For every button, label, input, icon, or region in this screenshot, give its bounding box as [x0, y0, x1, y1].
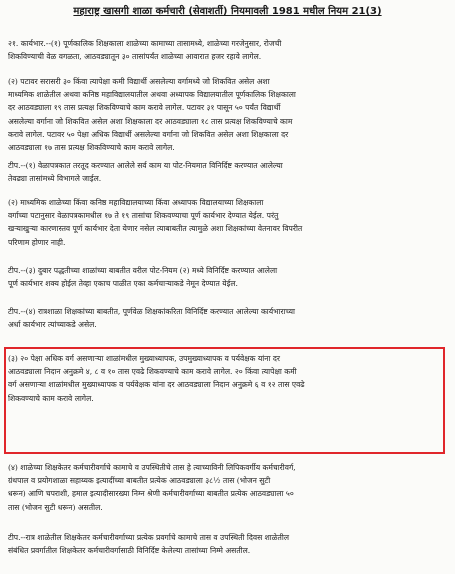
text-line: तास (भोजन सुटी धरून) असतील.	[8, 502, 103, 512]
text-line: टीप.--(१) वेळापत्रकात तरतूद करण्यात आलेले सर्व काम या पोट-नियमात विनिर्दिष्ट करण्यात आलेल्या	[8, 161, 283, 170]
text-line: खऱ्याखुऱ्या कारणास्तव पूर्ण कार्यभार देता येणार नसेल त्याबाबतीत त्यामुळे अशा शिक्षकांच्या वेतनावर विपरीत	[8, 224, 303, 234]
text-line: असलेल्या वर्गाना जो शिकवित असेल अशा शिक्षकाला दर आठवड्याला १८ तास प्रत्यक्ष शिकविण्याचे काम	[8, 116, 293, 126]
note-2	[8, 196, 448, 249]
text-line: टीप.--रात्र शाळेतील शिक्षकेतर कर्मचारीवर्गाच्या प्रत्येक प्रवर्गाचे कामाचे तास व उपस्थिती दिवस शाळेतील	[8, 533, 289, 542]
note-1	[8, 159, 448, 185]
text-line: ग्रंथपाल व प्रयोगशाळा सहाय्यक इत्यादींच्या बाबतीत प्रत्येक आठवड्याला ३८½ तास (भोजन सुटी	[8, 476, 271, 486]
text-line: संबंधित प्रवर्गातील शिक्षकेतर कर्मचारीवर्गासाठी विनिर्दिष्ट केलेल्या तासांच्या निम्मे असतील.	[8, 546, 251, 556]
paragraph-rule-21-4	[8, 461, 448, 514]
text-line: (२) पटावर सरासरी ३० किंवा त्यापेक्षा कमी विद्यार्थी असलेल्या वर्गामध्ये जो शिकवित असेल अशा	[8, 77, 270, 86]
paragraph-rule-21-2	[8, 75, 448, 154]
note-4	[8, 305, 448, 331]
text-line: पूर्ण कार्यभार शक्य होईल तेव्हा एकाच पाळीत एका कर्मचाऱ्याकडे नेमून देण्यात येईल.	[8, 279, 238, 289]
text-line: टीप.--(३) दुबार पद्धतीच्या शाळांच्या बाबतीत वरील पोट-नियम (२) मध्ये विनिर्दिष्ट करण्यात आलेला	[8, 266, 278, 275]
highlight-box	[4, 347, 445, 454]
text-line: आठवड्याला १७ तास प्रत्यक्ष शिकविण्याचे काम करावे लागेल.	[8, 143, 175, 153]
text-line: वर्ग असणाऱ्या शाळांमधील मुख्याध्यापक व पर्यवेक्षक यांना दर आठवड्याला निदान अनुक्रमे ६ व १२ तास एवढे	[8, 380, 305, 390]
text-line: टीप.--(४) रात्रशाळा शिक्षकांच्या बाबतीत, पूर्णवेळ शिक्षकांकरिता विनिर्दिष्ट करण्यात आलेल्या कार्यभाराच्या	[8, 307, 295, 316]
text-line: शिकविण्याची वेळ वगळता, आठवड्यातून ३० तासांपर्यंत शाळेच्या आवारात हजर रहावे लागेल.	[8, 52, 262, 62]
text-line: माध्यमिक शाळेतील अथवा कनिष्ठ महाविद्यालयातील अथवा अध्यापक विद्यालयातील पूर्णकालिक शिक्षकाला	[8, 90, 296, 100]
text-line: परिणाम होणार नाही.	[8, 237, 66, 247]
text-line: शिकवण्याचे काम करावे लागेल.	[8, 393, 94, 403]
text-line: वर्गाच्या पटानुसार वेळापत्रकामधील १७ ते १९ तासांचा शिकवण्याचा पूर्ण कार्यभार देण्यात येईल. परंतु	[8, 211, 279, 221]
text-line: (३) २० पेक्षा अधिक वर्ग असणाऱ्या शाळांमधील मुख्याध्यापक, उपमुख्याध्यापक व पर्यवेक्षक यांना दर	[8, 354, 281, 363]
text-line: धरून) आणि चपराशी, हमाल इत्यादीसारख्या निम्न श्रेणी कर्मचारीवर्गाच्या बाबतीत प्रत्येक आठवड्याला ५०	[8, 489, 294, 499]
paragraph-rule-21-1	[8, 37, 448, 63]
page-title: महाराष्ट्र खासगी शाळा कर्मचारी (सेवाशर्ती) नियमावली 1981 मधील नियम 21(3)	[73, 6, 382, 17]
text-line: तेवढ्या तासांमध्ये विभागले जाईल.	[8, 174, 102, 184]
text-line: अर्धा कार्यभार त्यांच्याकडे असेल.	[8, 320, 97, 330]
note-3	[8, 264, 448, 290]
note-night-school	[8, 531, 448, 557]
text-line: आठवड्याला निदान अनुक्रमे ४, ८ व १० तास एवढे शिकवण्याचे काम करावे लागेल. २० किंवा त्यापेक्षा कमी	[8, 367, 297, 377]
text-line: करावे लागेल. पटावर ५० पेक्षा अधिक विद्यार्थी असलेल्या वर्गाना जो शिकवित असेल अशा शिक्षकाला दर	[8, 129, 289, 139]
text-line: २१. कार्यभार.--(१) पूर्णकालिक शिक्षकाला शाळेच्या कामाच्या तासामध्ये, शाळेच्या गरजेनुसार, रोजची	[8, 39, 282, 48]
text-line: (४) शाळेच्या शिक्षकेतर कर्मचारीवर्गाचे कामाचे व उपस्थितीचे तास हे त्याच्याविनी लिपिकवर्गीय कर्मचारीवर्ग,	[8, 463, 296, 472]
text-line: दर आठवड्याला १९ तास प्रत्यक्ष शिकविण्याचे काम करावे लागेल. पटावर ३१ पासून ५० पर्यंत विद्यार्थी	[8, 103, 281, 113]
text-line: (२) माध्यमिक शाळेच्या किंवा कनिष्ठ महाविद्यालयाच्या किंवा अध्यापक विद्यालयाच्या शिक्षकाला	[8, 198, 264, 207]
